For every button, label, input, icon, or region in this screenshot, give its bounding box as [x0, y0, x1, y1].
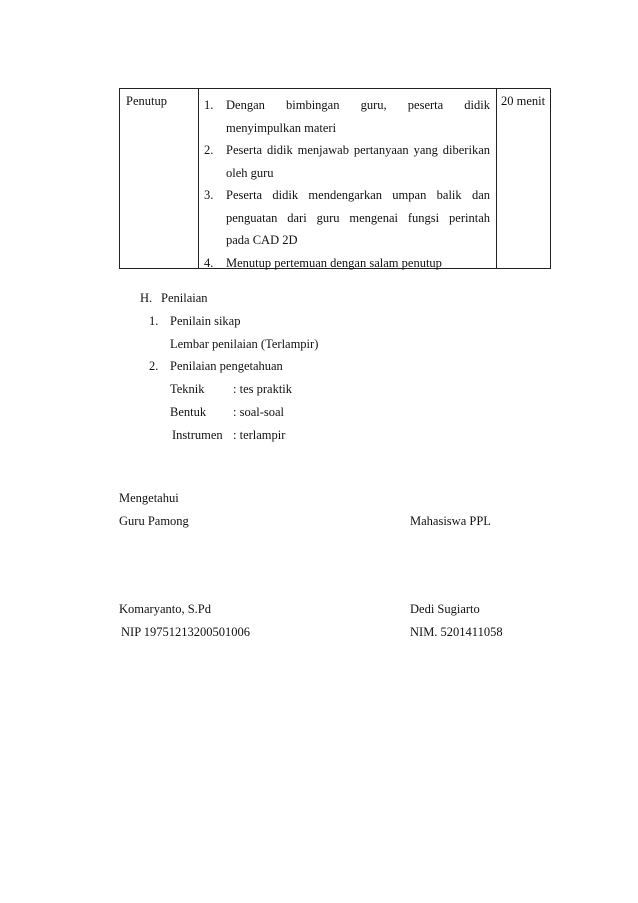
phase-cell: Penutup [126, 94, 167, 108]
field-value: : terlampir [233, 428, 286, 442]
list-item [204, 94, 490, 139]
step-number: 1. [204, 98, 214, 112]
step-text-line: oleh guru [226, 165, 274, 180]
left-signer-name: Komaryanto, S.Pd [119, 602, 212, 616]
step-text-line: penguatan dari guru mengenai fungsi perintah [226, 210, 490, 225]
step-number: 4. [204, 255, 214, 270]
left-signer-id: NIP 19751213200501006 [121, 625, 251, 639]
section-heading: Penilaian [161, 291, 208, 305]
field-value: : soal-soal [233, 405, 285, 419]
item-detail: Lembar penilaian (Terlampir) [170, 337, 319, 351]
right-signer-role: Mahasiswa PPL [410, 514, 491, 528]
column-divider [198, 89, 199, 268]
field-label: Instrumen [172, 428, 223, 442]
field-label: Teknik [170, 382, 205, 396]
step-text-line: Dengan bimbingan guru, peserta didik [226, 98, 490, 112]
step-text-line: menyimpulkan materi [226, 120, 337, 135]
acknowledge-label: Mengetahui [119, 491, 179, 505]
step-text-line: Peserta didik mendengarkan umpan balik dan [226, 188, 490, 202]
step-number: 2. [204, 143, 214, 157]
left-signer-role: Guru Pamong [119, 514, 189, 528]
list-item [204, 184, 490, 252]
step-text-line: Peserta didik menjawab pertanyaan yang diberikan [226, 143, 490, 157]
section-letter: H. [140, 291, 153, 305]
item-number: 2. [149, 359, 159, 373]
item-title: Penilain sikap [170, 314, 241, 328]
step-text-line: pada CAD 2D [226, 233, 298, 247]
time-cell: 20 menit [501, 94, 546, 108]
list-item [204, 252, 490, 275]
field-value: : tes praktik [233, 382, 293, 396]
activity-table [119, 88, 551, 269]
steps-list [204, 94, 490, 274]
field-label: Bentuk [170, 405, 207, 419]
right-signer-name: Dedi Sugiarto [410, 602, 480, 616]
column-divider [496, 89, 497, 268]
right-signer-id: NIM. 5201411058 [410, 625, 503, 639]
item-title: Penilaian pengetahuan [170, 359, 283, 373]
step-number: 3. [204, 188, 214, 202]
list-item [204, 139, 490, 184]
step-text-line: Menutup pertemuan dengan salam penutup [226, 255, 442, 270]
item-number: 1. [149, 314, 159, 328]
